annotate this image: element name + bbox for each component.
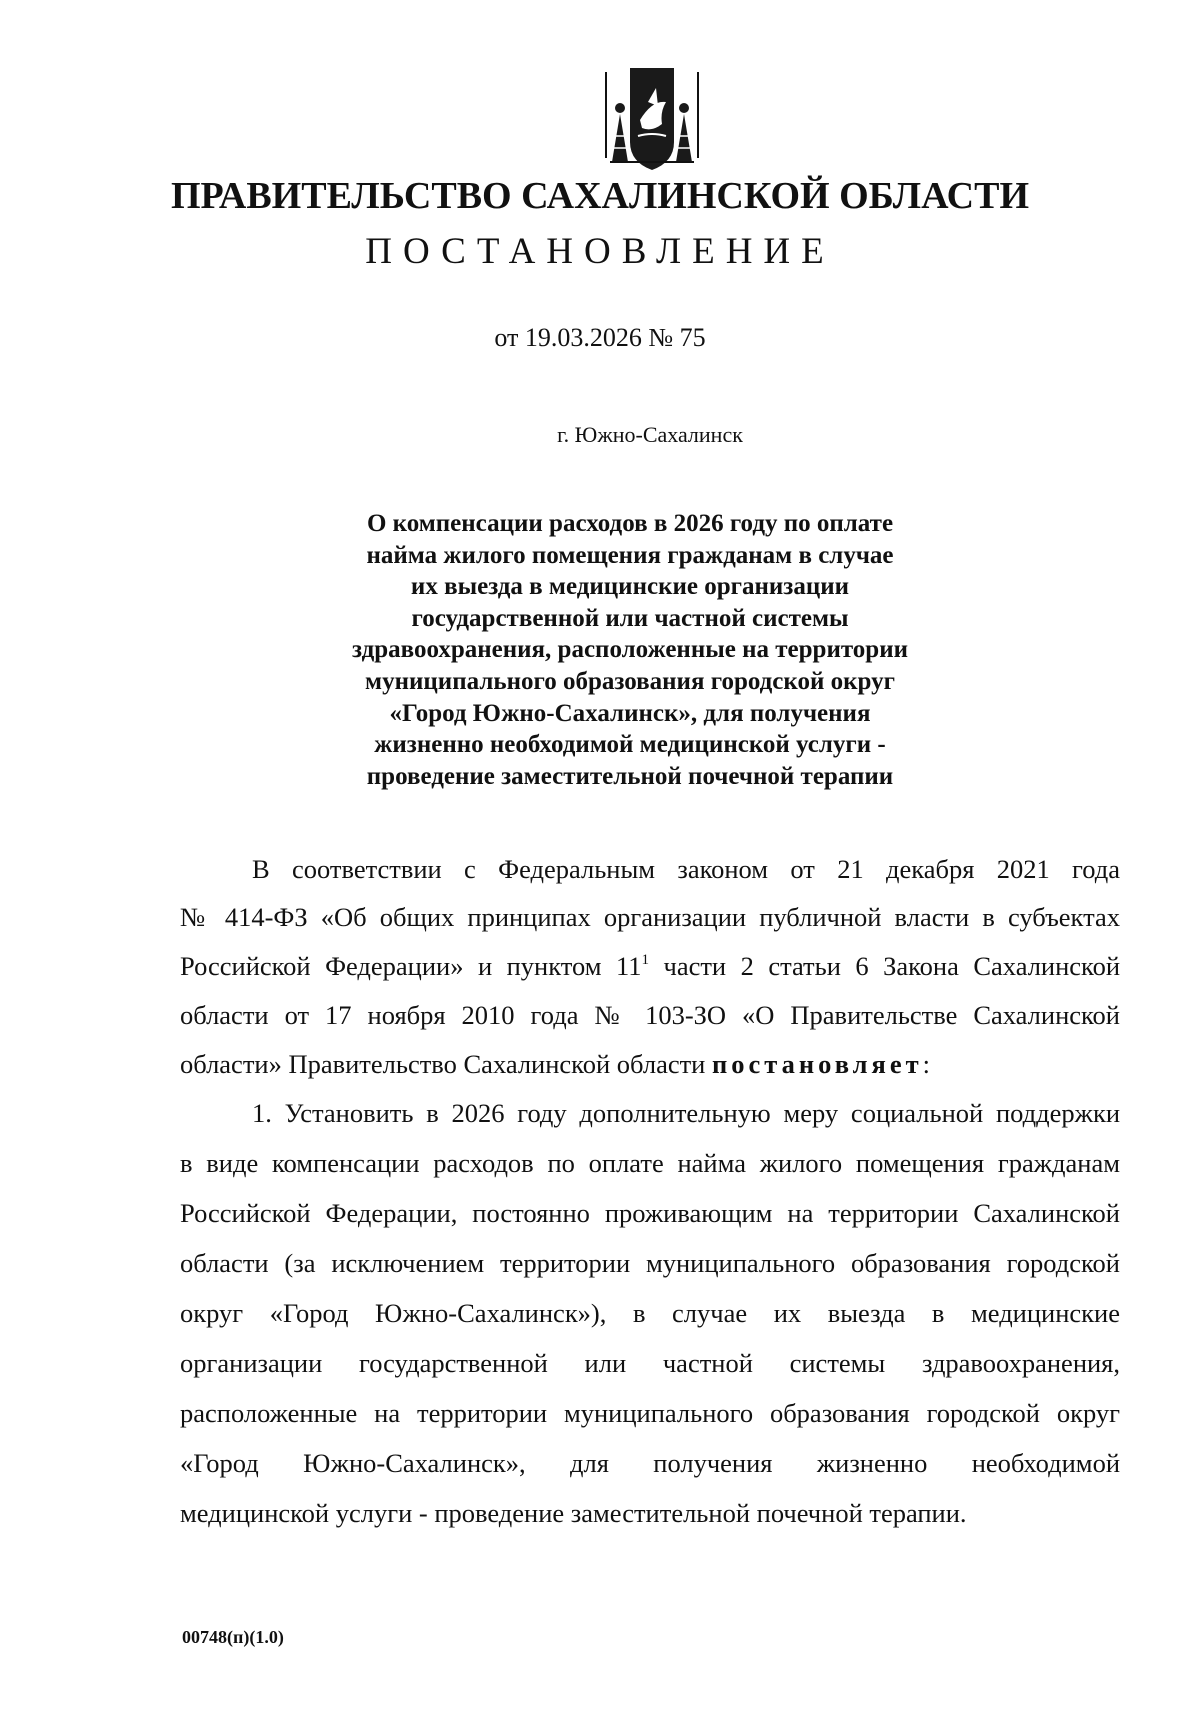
- clause-line: области (за исключением территории муниципального образования городской: [180, 1248, 1120, 1278]
- document-subject-title: [290, 508, 970, 792]
- title-line: О компенсации расходов в 2026 году по оплате: [366, 510, 894, 537]
- title-line: государственной или частной системы: [411, 604, 849, 632]
- superscript: 1: [641, 952, 650, 968]
- preamble-line: В соответствии с Федеральным законом от 21 декабря 2021 года: [252, 854, 1120, 884]
- title-line: здравоохранения, расположенные на территории: [351, 636, 909, 664]
- title-line: найма жилого помещения гражданам в случае: [366, 541, 894, 569]
- preamble-text: области» Правительство Сахалинской области: [180, 1049, 712, 1079]
- preamble-line: [180, 1047, 1120, 1081]
- clause-line: расположенные на территории муниципального образования городской округ: [180, 1398, 1120, 1428]
- form-code: 00748(п)(1.0): [182, 1627, 284, 1647]
- coat-of-arms-emblem: [604, 62, 700, 174]
- clause-line: Российской Федерации, постоянно проживающим на территории Сахалинской: [180, 1198, 1120, 1228]
- preamble-line: [180, 949, 1120, 983]
- document-city: г. Южно-Сахалинск: [557, 422, 743, 447]
- clause-line: в виде компенсации расходов по оплате найма жилого помещения гражданам: [180, 1148, 1120, 1178]
- title-line: «Город Южно-Сахалинск», для получения: [389, 699, 871, 727]
- clause-line: организации государственной или частной системы здравоохранения,: [180, 1348, 1120, 1378]
- title-line: проведение заместительной почечной терапии: [366, 762, 894, 790]
- document-type: ПОСТАНОВЛЕНИЕ: [365, 231, 835, 272]
- preamble-line: № 414-ФЗ «Об общих принципах организации публичной власти в субъектах: [180, 902, 1120, 932]
- title-line: их выезда в медицинские организации: [410, 573, 850, 601]
- preamble-line: области от 17 ноября 2010 года № 103-ЗО «О Правительстве Сахалинской: [180, 1000, 1120, 1030]
- preamble-text: :: [922, 1049, 931, 1079]
- organization-title: ПРАВИТЕЛЬСТВО САХАЛИНСКОЙ ОБЛАСТИ: [170, 175, 1030, 217]
- resolution-keyword: постановляет: [711, 1049, 923, 1079]
- title-line: муниципального образования городской округ: [365, 667, 895, 695]
- clause-line: «Город Южно-Сахалинск», для получения жизненно необходимой: [180, 1448, 1120, 1478]
- document-date-number: от 19.03.2026 № 75: [494, 323, 706, 352]
- preamble-text: Российской Федерации» и пунктом 11: [180, 951, 642, 981]
- clause-line: 1. Установить в 2026 году дополнительную меру социальной поддержки: [252, 1098, 1120, 1128]
- clause-line: медицинской услуги - проведение заместительной почечной терапии.: [180, 1498, 967, 1528]
- coat-of-arms-icon: [604, 62, 700, 174]
- preamble-text: части 2 статьи 6 Закона Сахалинской: [649, 951, 1121, 981]
- title-line: жизненно необходимой медицинской услуги -: [374, 731, 886, 759]
- clause-line: округ «Город Южно-Сахалинск»), в случае их выезда в медицинские: [180, 1298, 1120, 1328]
